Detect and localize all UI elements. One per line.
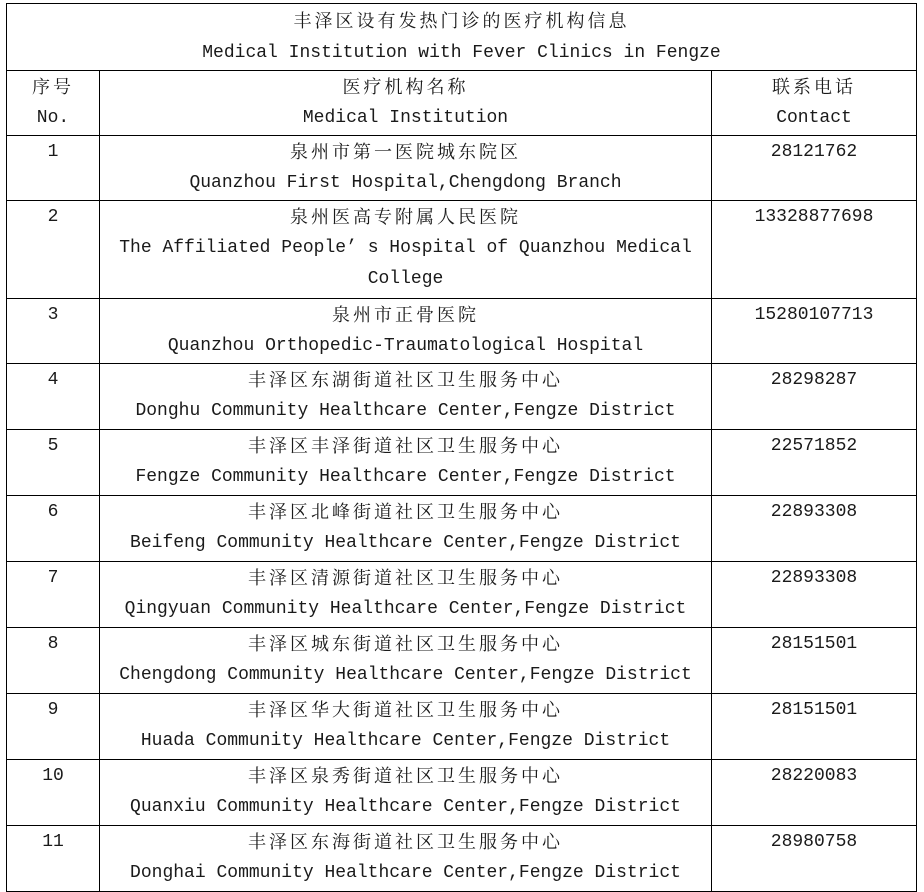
table-title-row [7, 4, 917, 71]
institution-name-zh: 丰泽区华大街道社区卫生服务中心 [248, 700, 563, 720]
contact-phone: 28151501 [712, 628, 917, 694]
institution-name-en: Fengze Community Healthcare Center,Fengze District [135, 467, 676, 487]
institution-name-zh: 丰泽区泉秀街道社区卫生服务中心 [248, 766, 563, 786]
institution-cell [100, 201, 712, 299]
row-number: 7 [7, 562, 100, 628]
row-number: 10 [7, 760, 100, 826]
institution-cell [100, 430, 712, 496]
contact-phone: 22893308 [712, 496, 917, 562]
row-number: 9 [7, 694, 100, 760]
contact-phone: 28220083 [712, 760, 917, 826]
institution-name-en: Donghu Community Healthcare Center,Fengze District [135, 401, 676, 421]
institution-cell [100, 364, 712, 430]
institution-name-en: Chengdong Community Healthcare Center,Fengze District [119, 665, 692, 685]
table-row [7, 694, 917, 760]
contact-phone: 13328877698 [712, 201, 917, 299]
table-row [7, 562, 917, 628]
table-row [7, 496, 917, 562]
institution-cell [100, 760, 712, 826]
institution-name-en: Qingyuan Community Healthcare Center,Fengze District [124, 599, 687, 619]
contact-phone: 15280107713 [712, 299, 917, 364]
header-contact-zh: 联系电话 [772, 77, 856, 97]
institution-cell [100, 299, 712, 364]
contact-phone: 28980758 [712, 826, 917, 892]
header-no-zh: 序号 [32, 77, 74, 97]
header-contact-en: Contact [776, 108, 852, 128]
header-contact [712, 71, 917, 136]
row-number: 2 [7, 201, 100, 299]
row-number: 4 [7, 364, 100, 430]
institution-cell [100, 694, 712, 760]
table-row [7, 430, 917, 496]
institution-cell [100, 826, 712, 892]
institution-cell [100, 136, 712, 201]
header-no [7, 71, 100, 136]
institution-name-en: Quanzhou First Hospital,Chengdong Branch [189, 173, 622, 193]
header-institution-en: Medical Institution [302, 108, 509, 128]
institution-name-zh: 丰泽区丰泽街道社区卫生服务中心 [248, 436, 563, 456]
table-row [7, 136, 917, 201]
table-row [7, 299, 917, 364]
table-row [7, 628, 917, 694]
institution-cell [100, 628, 712, 694]
row-number: 1 [7, 136, 100, 201]
row-number: 8 [7, 628, 100, 694]
institution-name-en: Quanzhou Orthopedic-Traumatological Hospital [167, 336, 644, 356]
institution-name-zh: 泉州市正骨医院 [332, 305, 479, 325]
table-row [7, 201, 917, 299]
contact-phone: 28121762 [712, 136, 917, 201]
institution-name-en: Quanxiu Community Healthcare Center,Fengze District [130, 797, 681, 817]
table-row [7, 826, 917, 892]
table-title-cell [7, 4, 917, 71]
header-institution-zh: 医疗机构名称 [342, 77, 469, 97]
document-page [6, 3, 917, 892]
institution-name-en: The Affiliated People’ s Hospital of Quanzhou Medical College [119, 238, 692, 289]
table-row [7, 760, 917, 826]
table-title-en: Medical Institution with Fever Clinics in Fengze [202, 43, 721, 63]
institution-name-zh: 丰泽区东海街道社区卫生服务中心 [248, 832, 563, 852]
table-header-row [7, 71, 917, 136]
table-row [7, 364, 917, 430]
institution-name-zh: 丰泽区清源街道社区卫生服务中心 [248, 568, 563, 588]
table-title-zh: 丰泽区设有发热门诊的医疗机构信息 [293, 11, 630, 31]
fever-clinic-table [6, 3, 917, 892]
institution-name-en: Donghai Community Healthcare Center,Fengze District [130, 863, 681, 883]
contact-phone: 28151501 [712, 694, 917, 760]
institution-name-zh: 泉州医高专附属人民医院 [290, 207, 521, 227]
header-institution [100, 71, 712, 136]
row-number: 11 [7, 826, 100, 892]
row-number: 6 [7, 496, 100, 562]
institution-name-en: Huada Community Healthcare Center,Fengze District [140, 731, 671, 751]
institution-name-zh: 丰泽区北峰街道社区卫生服务中心 [248, 502, 563, 522]
institution-name-zh: 丰泽区东湖街道社区卫生服务中心 [248, 370, 563, 390]
institution-name-zh: 泉州市第一医院城东院区 [290, 142, 521, 162]
institution-cell [100, 562, 712, 628]
institution-cell [100, 496, 712, 562]
row-number: 5 [7, 430, 100, 496]
institution-name-en: Beifeng Community Healthcare Center,Fengze District [130, 533, 681, 553]
institution-name-zh: 丰泽区城东街道社区卫生服务中心 [248, 634, 563, 654]
contact-phone: 22893308 [712, 562, 917, 628]
contact-phone: 28298287 [712, 364, 917, 430]
row-number: 3 [7, 299, 100, 364]
contact-phone: 22571852 [712, 430, 917, 496]
header-no-en: No. [36, 108, 70, 128]
